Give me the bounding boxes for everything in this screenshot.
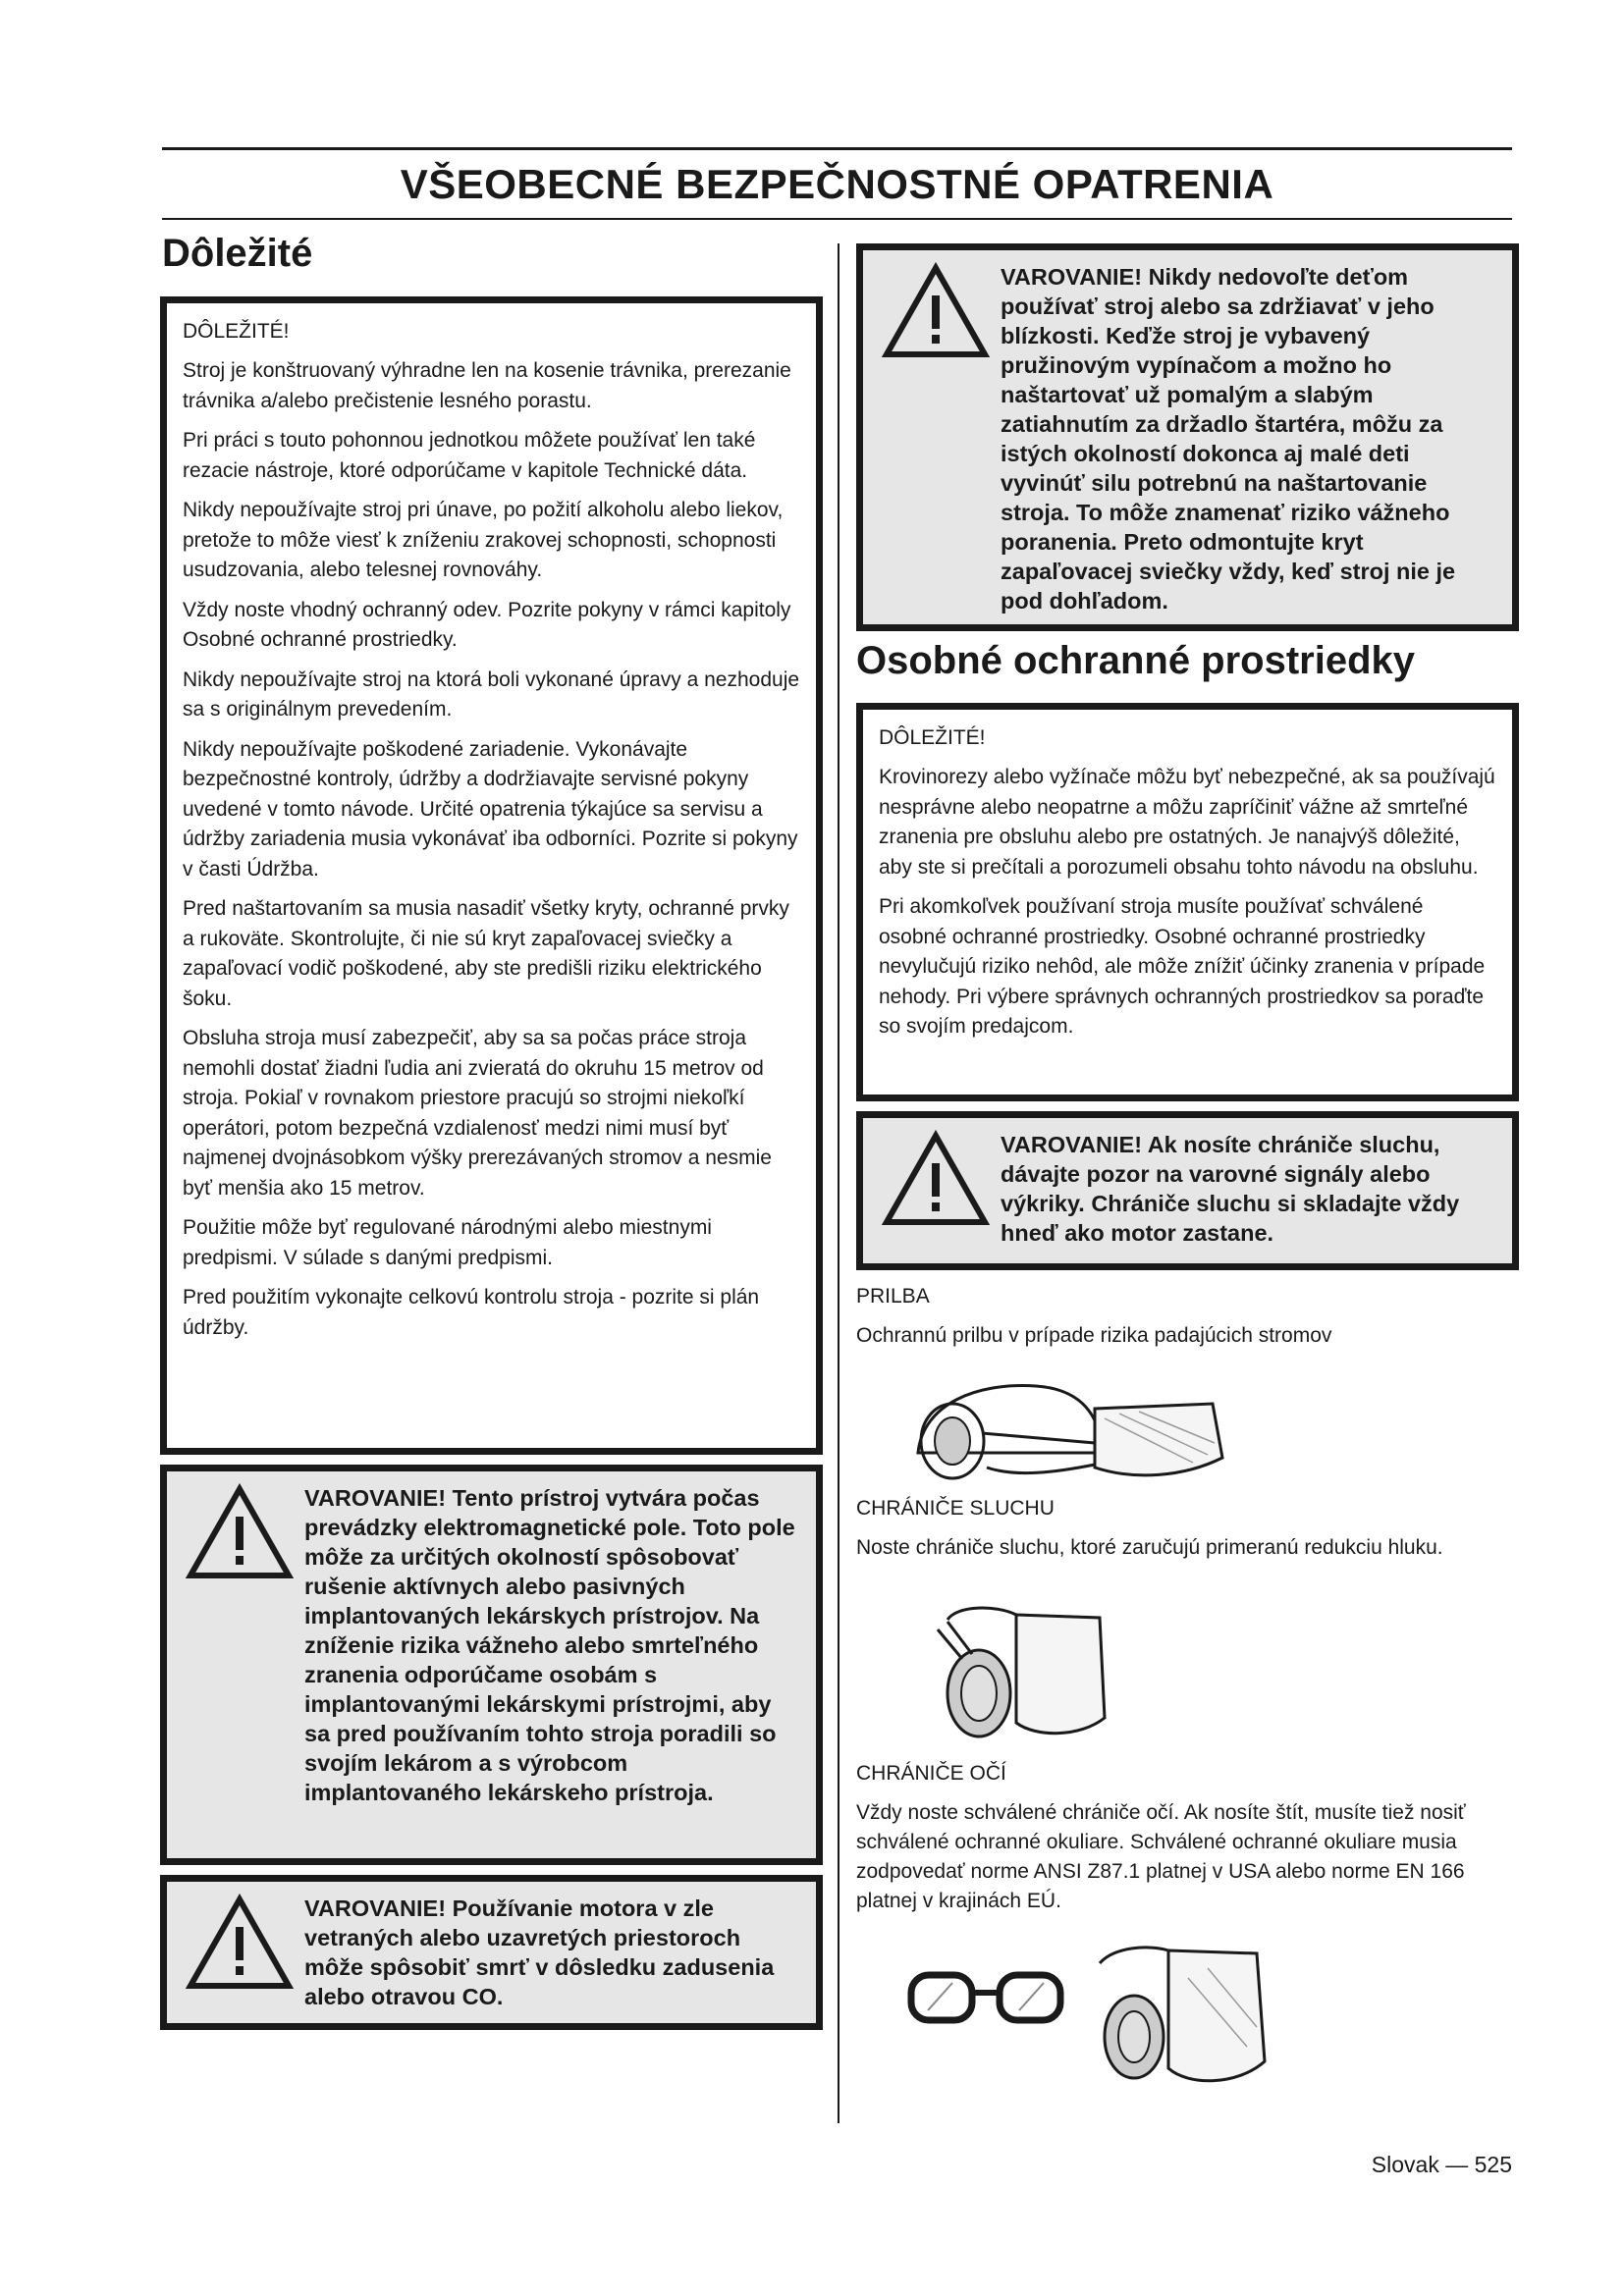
paragraph: Nikdy nepoužívajte stroj pri únave, po požití alkoholu alebo liekov, pretože to môže viesť k zníženiu zrakovej schopnosti, schopnosti usudzovania, alebo telesnej rovnováhy. bbox=[183, 499, 784, 581]
paragraph: Pri akomkoľvek používaní stroja musíte používať schválené osobné ochranné prostriedky. Osobné ochranné prostriedky nevylučujú riziko nehôd, ale môže znížiť účinky zranenia v prípade nehody. Pri výbere správnych ochranných prostriedkov sa poraďte so svojím predajcom. bbox=[879, 895, 1486, 1038]
helmet-illustration bbox=[898, 1374, 1232, 1487]
warning-hearing bbox=[856, 1111, 1519, 1270]
paragraph: Stroj je konštruovaný výhradne len na kosenie trávnika, prerezanie trávnika a/alebo prečistenie lesného porastu. bbox=[183, 359, 791, 412]
helmet-heading: PRILBA bbox=[856, 1285, 930, 1308]
eyes-heading: CHRÁNIČE OČÍ bbox=[856, 1762, 1006, 1785]
paragraph: Použitie môže byť regulované národnými alebo miestnymi predpismi. V súlade s danými predpismi. bbox=[183, 1216, 712, 1269]
page-number: Slovak — 525 bbox=[1371, 2152, 1512, 2177]
helmet-text: Ochrannú prilbu v prípade rizika padajúcich stromov bbox=[856, 1324, 1332, 1347]
paragraph: Vždy noste vhodný ochranný odev. Pozrite pokyny v rámci kapitoly Osobné ochranné prostriedky. bbox=[183, 598, 791, 651]
paragraph: Pred použitím vykonajte celkovú kontrolu stroja - pozrite si plán údržby. bbox=[183, 1286, 760, 1339]
paragraph: Obsluha stroja musí zabezpečiť, aby sa sa počas práce stroja nemohli dostať žiadni ľudia ani zvieratá do okruhu 15 metrov od stroja. Pokiaľ v rovnakom priestore pracujú so strojmi niekoľkí operátori, potom bezpečná vzdialenosť medzi nimi musí byť najmenej dvojnásobkom výšky prerezávaných stromov a nesmie byť menšia ako 15 metrov. bbox=[183, 1027, 772, 1200]
paragraph: Nikdy nepoužívajte stroj na ktorá boli vykonané úpravy a nezhoduje sa s originálnym prevedením. bbox=[183, 667, 800, 721]
eyes-text: Vždy noste schválené chrániče očí. Ak nosíte štít, musíte tiež nosiť schválené ochranné okuliare. Schválené ochranné okuliare musia zodpovedať norme ANSI Z87.1 platnej v USA alebo norme EN 166 platnej v krajinách EÚ. bbox=[856, 1801, 1466, 1912]
hearing-text: Noste chrániče sluchu, ktoré zaručujú primeranú redukciu hluku. bbox=[856, 1536, 1443, 1559]
paragraph: Nikdy nepoužívajte poškodené zariadenie. Vykonávajte bezpečnostné kontroly, údržby a dodržiavajte servisné pokyny uvedené v tomto návode. Určité opatrenia týkajúce sa servisu a údržby zariadenia musia vykonávať iba odborníci. Pozrite si pokyny v časti Údržba. bbox=[183, 737, 798, 881]
warning-triangle-icon bbox=[185, 1894, 295, 1992]
paragraph: Pred naštartovaním sa musia nasadiť všetky kryty, ochranné prvky a rukoväte. Skontrolujte, či nie sú kryt zapaľovacej sviečky a zapaľovací vodič poškodené, aby ste predišli riziku elektrického šoku. bbox=[183, 897, 789, 1010]
warning-electromagnetic bbox=[160, 1465, 823, 1865]
title-underline bbox=[162, 218, 1512, 220]
section-title-ppe: Osobné ochranné prostriedky bbox=[856, 639, 1416, 682]
hearing-heading: CHRÁNIČE SLUCHU bbox=[856, 1497, 1055, 1520]
important-label: DÔLEŽITÉ! bbox=[183, 320, 290, 343]
important-box-left bbox=[160, 296, 823, 1455]
important-label: DÔLEŽITÉ! bbox=[879, 726, 986, 749]
column-divider bbox=[838, 243, 839, 2123]
hearing-protector-illustration bbox=[918, 1600, 1114, 1752]
warning-text: VAROVANIE! Ak nosíte chrániče sluchu, dávajte pozor na varovné signály alebo výkriky. Chrániče sluchu si skladajte vždy hneď ako motor zastane. bbox=[1001, 1132, 1460, 1246]
page-title: VŠEOBECNÉ BEZPEČNOSTNÉ OPATRENIA bbox=[400, 161, 1274, 207]
safety-glasses-illustration bbox=[903, 1963, 1070, 2032]
warning-triangle-icon bbox=[881, 1130, 991, 1228]
paragraph: Pri práci s touto pohonnou jednotkou môžete používať len také rezacie nástroje, ktoré odporúčame v kapitole Technické dáta. bbox=[183, 429, 756, 482]
warning-text: VAROVANIE! Tento prístroj vytvára počas prevádzky elektromagnetické pole. Toto pole môže za určitých okolností spôsobovať rušenie aktívnych alebo pasivných implantovaných lekárskych prístrojov. Na zníženie rizika vážneho alebo smrteľného zranenia odporúčame osobám s implantovanými lekárskymi prístrojmi, aby sa pred používaním tohto stroja poradili so svojím lekárom a s výrobcom implantovaného lekárskeho prístroja. bbox=[304, 1485, 795, 1805]
section-title-important: Dôležité bbox=[162, 232, 313, 275]
warning-triangle-icon bbox=[881, 262, 991, 360]
warning-co bbox=[160, 1875, 823, 2030]
paragraph: Krovinorezy alebo vyžínače môžu byť nebezpečné, ak sa používajú nesprávne alebo neopatrne a môžu zapríčiniť vážne až smrteľné zranenia pre obsluhu alebo pre ostatných. Je nanajvýš dôležité, aby ste si prečítali a porozumeli obsahu tohto návodu na obsluhu. bbox=[879, 766, 1495, 879]
warning-text: VAROVANIE! Používanie motora v zle vetraných alebo uzavretých priestoroch môže spôsobiť smrť v dôsledku zadusenia alebo otravou CO. bbox=[304, 1896, 775, 2009]
warning-triangle-icon bbox=[185, 1483, 295, 1581]
warning-text: VAROVANIE! Nikdy nedovoľte deťom používať stroj alebo sa zdržiavať v jeho blízkosti. Keďže stroj je vybavený pružinovým vypínačom a možno ho naštartovať už pomalým a slabým zatiahnutím za držadlo štartéra, môžu za istých okolností dokonca aj malé deti vyvinúť silu potrebnú na naštartovanie stroja. To môže znamenať riziko vážneho poranenia. Preto odmontujte kryt zapaľovacej sviečky vždy, keď stroj nie je pod dohľadom. bbox=[1001, 264, 1456, 614]
important-box-right bbox=[856, 703, 1519, 1101]
warning-children bbox=[856, 243, 1519, 631]
face-shield-illustration bbox=[1080, 1939, 1276, 2096]
top-rule bbox=[162, 147, 1512, 150]
